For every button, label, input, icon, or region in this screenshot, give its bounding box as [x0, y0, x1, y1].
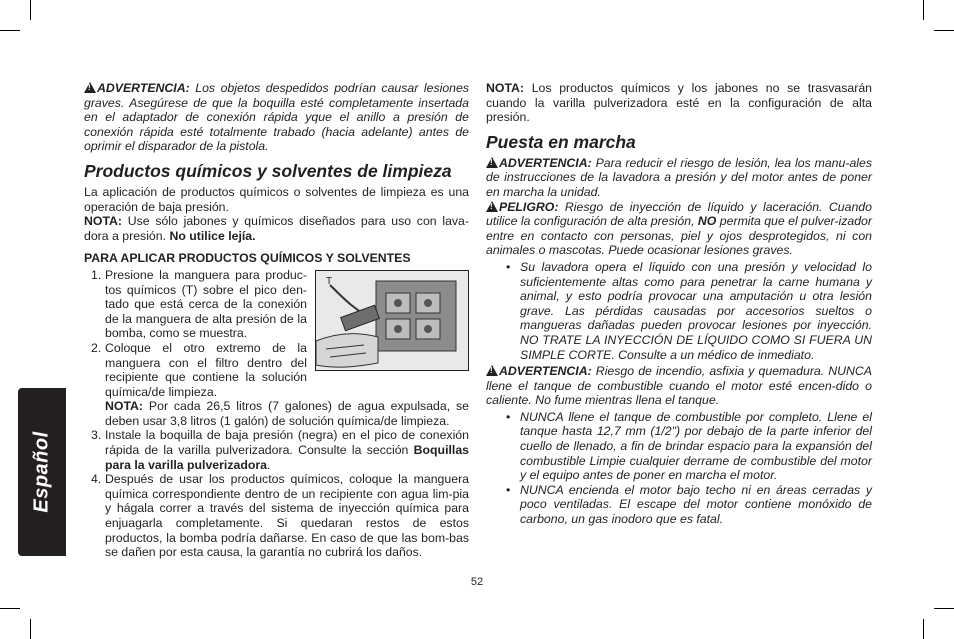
danger-text-1: Riesgo de inyección de líquido y laceración. Cuando utilice la configuración de alta presión,: [486, 199, 872, 229]
injection-bullets: [486, 260, 872, 362]
list-item: • NUNCA encienda el motor bajo techo ni en áreas cerradas y poco ventiladas. El escape del motor contiene monóxido de carbono, un gas inodoro que es fatal.: [486, 483, 872, 527]
page-number: 52: [470, 576, 484, 588]
step-1: [84, 268, 469, 341]
fuel-bullets: [486, 410, 872, 527]
danger-notice: [486, 200, 872, 258]
crop-mark: [30, 619, 31, 639]
step-text: Coloque el otro extremo de la manguera con el filtro dentro del recipiente que contiene la solución química/de limpieza.: [105, 340, 307, 399]
right-note: [486, 81, 872, 125]
chemicals-intro: La aplicación de productos químicos o solventes de limpieza es una operación de baja presión.: [84, 184, 469, 214]
crop-mark: [934, 608, 954, 609]
language-tab: [18, 388, 66, 556]
warning-text: Riesgo de incendio, asfixia y quemadura. NUNCA llene el tanque de combustible cuando el motor esté encen-dido o caliente. No fume mientras llena el tanque.: [486, 364, 872, 408]
note-text: Los productos químicos y los jabones no se trasvasarán cuando la varilla pulverizadora esté en la configuración de alta presión.: [486, 81, 872, 125]
right-column: [486, 81, 872, 529]
step-number: 2.: [91, 340, 102, 355]
step-text: Instale la boquilla de baja presión (negra) en el pico de conexión rápida de la varilla pulverizadora. Consulte la sección: [105, 428, 469, 458]
note-text: Use sólo jabones y químicos diseñados para uso con lava-dora a presión.: [84, 214, 469, 243]
startup-warning: [486, 156, 872, 200]
step-number: 4.: [91, 472, 102, 487]
crop-mark: [923, 0, 924, 20]
steps-list: [84, 268, 469, 560]
warning-label: ADVERTENCIA:: [499, 364, 592, 379]
warning-label: ADVERTENCIA:: [97, 81, 190, 95]
step-number: 1.: [91, 267, 102, 282]
danger-triangle-icon: [486, 201, 498, 212]
note-bold: No utilice lejía.: [169, 228, 256, 243]
crop-mark: [0, 608, 20, 609]
section-title-startup: Puesta en marcha: [486, 131, 636, 152]
step-2: [84, 341, 469, 429]
chemicals-note: [84, 214, 469, 243]
step-bold-ref: Boquillas para la varilla pulverizadora: [105, 443, 469, 472]
step-note-label: NOTA:: [105, 399, 144, 414]
warning-triangle-icon: [84, 82, 96, 93]
warning-triangle-icon: [486, 157, 498, 168]
danger-bold: NO: [697, 214, 717, 229]
step-text: Presione la manguera para produc-tos químicos (T) sobre el pico den-tado que está cerca de la conexión de la manguera de alta presión de la bomba, como se muestra.: [105, 267, 307, 341]
intro-warning: [84, 81, 469, 154]
danger-label: PELIGRO:: [499, 199, 559, 214]
step-text: Después de usar los productos químicos, coloque la manguera química correspondiente dentro de un recipiente con agua lim-pia y hágala correr a través del sistema de inyección química para enjuagarla completamente. Si quedaran restos de estos productos, la bomba podría dañarse. En caso de que las bom-bas se dañen por esta causa, la garantía no cubrirá los daños.: [105, 472, 469, 560]
subhead-apply-chemicals: PARA APLICAR PRODUCTOS QUÍMICOS Y SOLVENTES: [84, 251, 411, 266]
fire-warning: [486, 364, 872, 408]
section-title-chemicals: Productos químicos y solventes de limpieza: [84, 160, 452, 181]
crop-mark: [0, 30, 20, 31]
list-item: • NUNCA llene el tanque de combustible por completo. Llene el tanque hasta 12,7 mm (1/2") por debajo de la parte inferior del cuello de llenado, a fin de brindar espacio para la expansión del combustible Limpie cualquier derrame de combustible del motor y el equipo antes de poner en marcha el motor.: [486, 410, 872, 483]
step-note-text: Por cada 26,5 litros (7 galones) de agua expulsada, se deben usar 3,8 litros (1 galón) de solución química/de limpieza.: [105, 399, 469, 428]
step-4: [84, 472, 469, 560]
warning-text: Para reducir el riesgo de lesión, lea los manu-ales de instrucciones de la lavadora a presión y del motor antes de poner en marcha la unidad.: [486, 155, 872, 199]
warning-triangle-icon: [486, 365, 498, 376]
danger-text-2: permita que el pulver-izador entre en contacto con personas, piel y ojos desprotegidos, ni con animales o mascotas. Puede ocasionar lesiones graves.: [486, 214, 872, 258]
crop-mark: [934, 30, 954, 31]
language-tab-label: Español: [30, 431, 53, 513]
crop-mark: [30, 0, 31, 20]
step-3: [84, 428, 469, 472]
step-end: .: [267, 457, 271, 472]
step-number: 3.: [91, 428, 102, 443]
note-label: NOTA:: [486, 81, 525, 95]
warning-label: ADVERTENCIA:: [499, 155, 592, 170]
list-item: • Su lavadora opera el líquido con una presión y velocidad lo suficientemente altas como para penetrar la carne humana y animal, y esto podría provocar una amputación u otra lesión grave. Las pérdidas causadas por accesorios sueltos o mangueras dañadas pueden provocar lesiones por inyección. NO TRATE LA INYECCIÓN DE LÍQUIDO COMO SI FUERA UN SIMPLE CORTE. Consulte a un médico de inmediato.: [486, 260, 872, 362]
crop-mark: [923, 619, 924, 639]
left-column: [84, 81, 469, 560]
note-label: NOTA:: [84, 214, 123, 229]
figure-callout-t: T: [326, 275, 333, 287]
warning-text: Los objetos despedidos podrían causar lesiones graves. Asegúrese de que la boquilla esté completamente insertada en el adaptador de conexión rápida yque el anillo a presión de conexión rápida esté totalmente trabado (hacia adelante) antes de oprimir el disparador de la pistola.: [84, 81, 469, 154]
